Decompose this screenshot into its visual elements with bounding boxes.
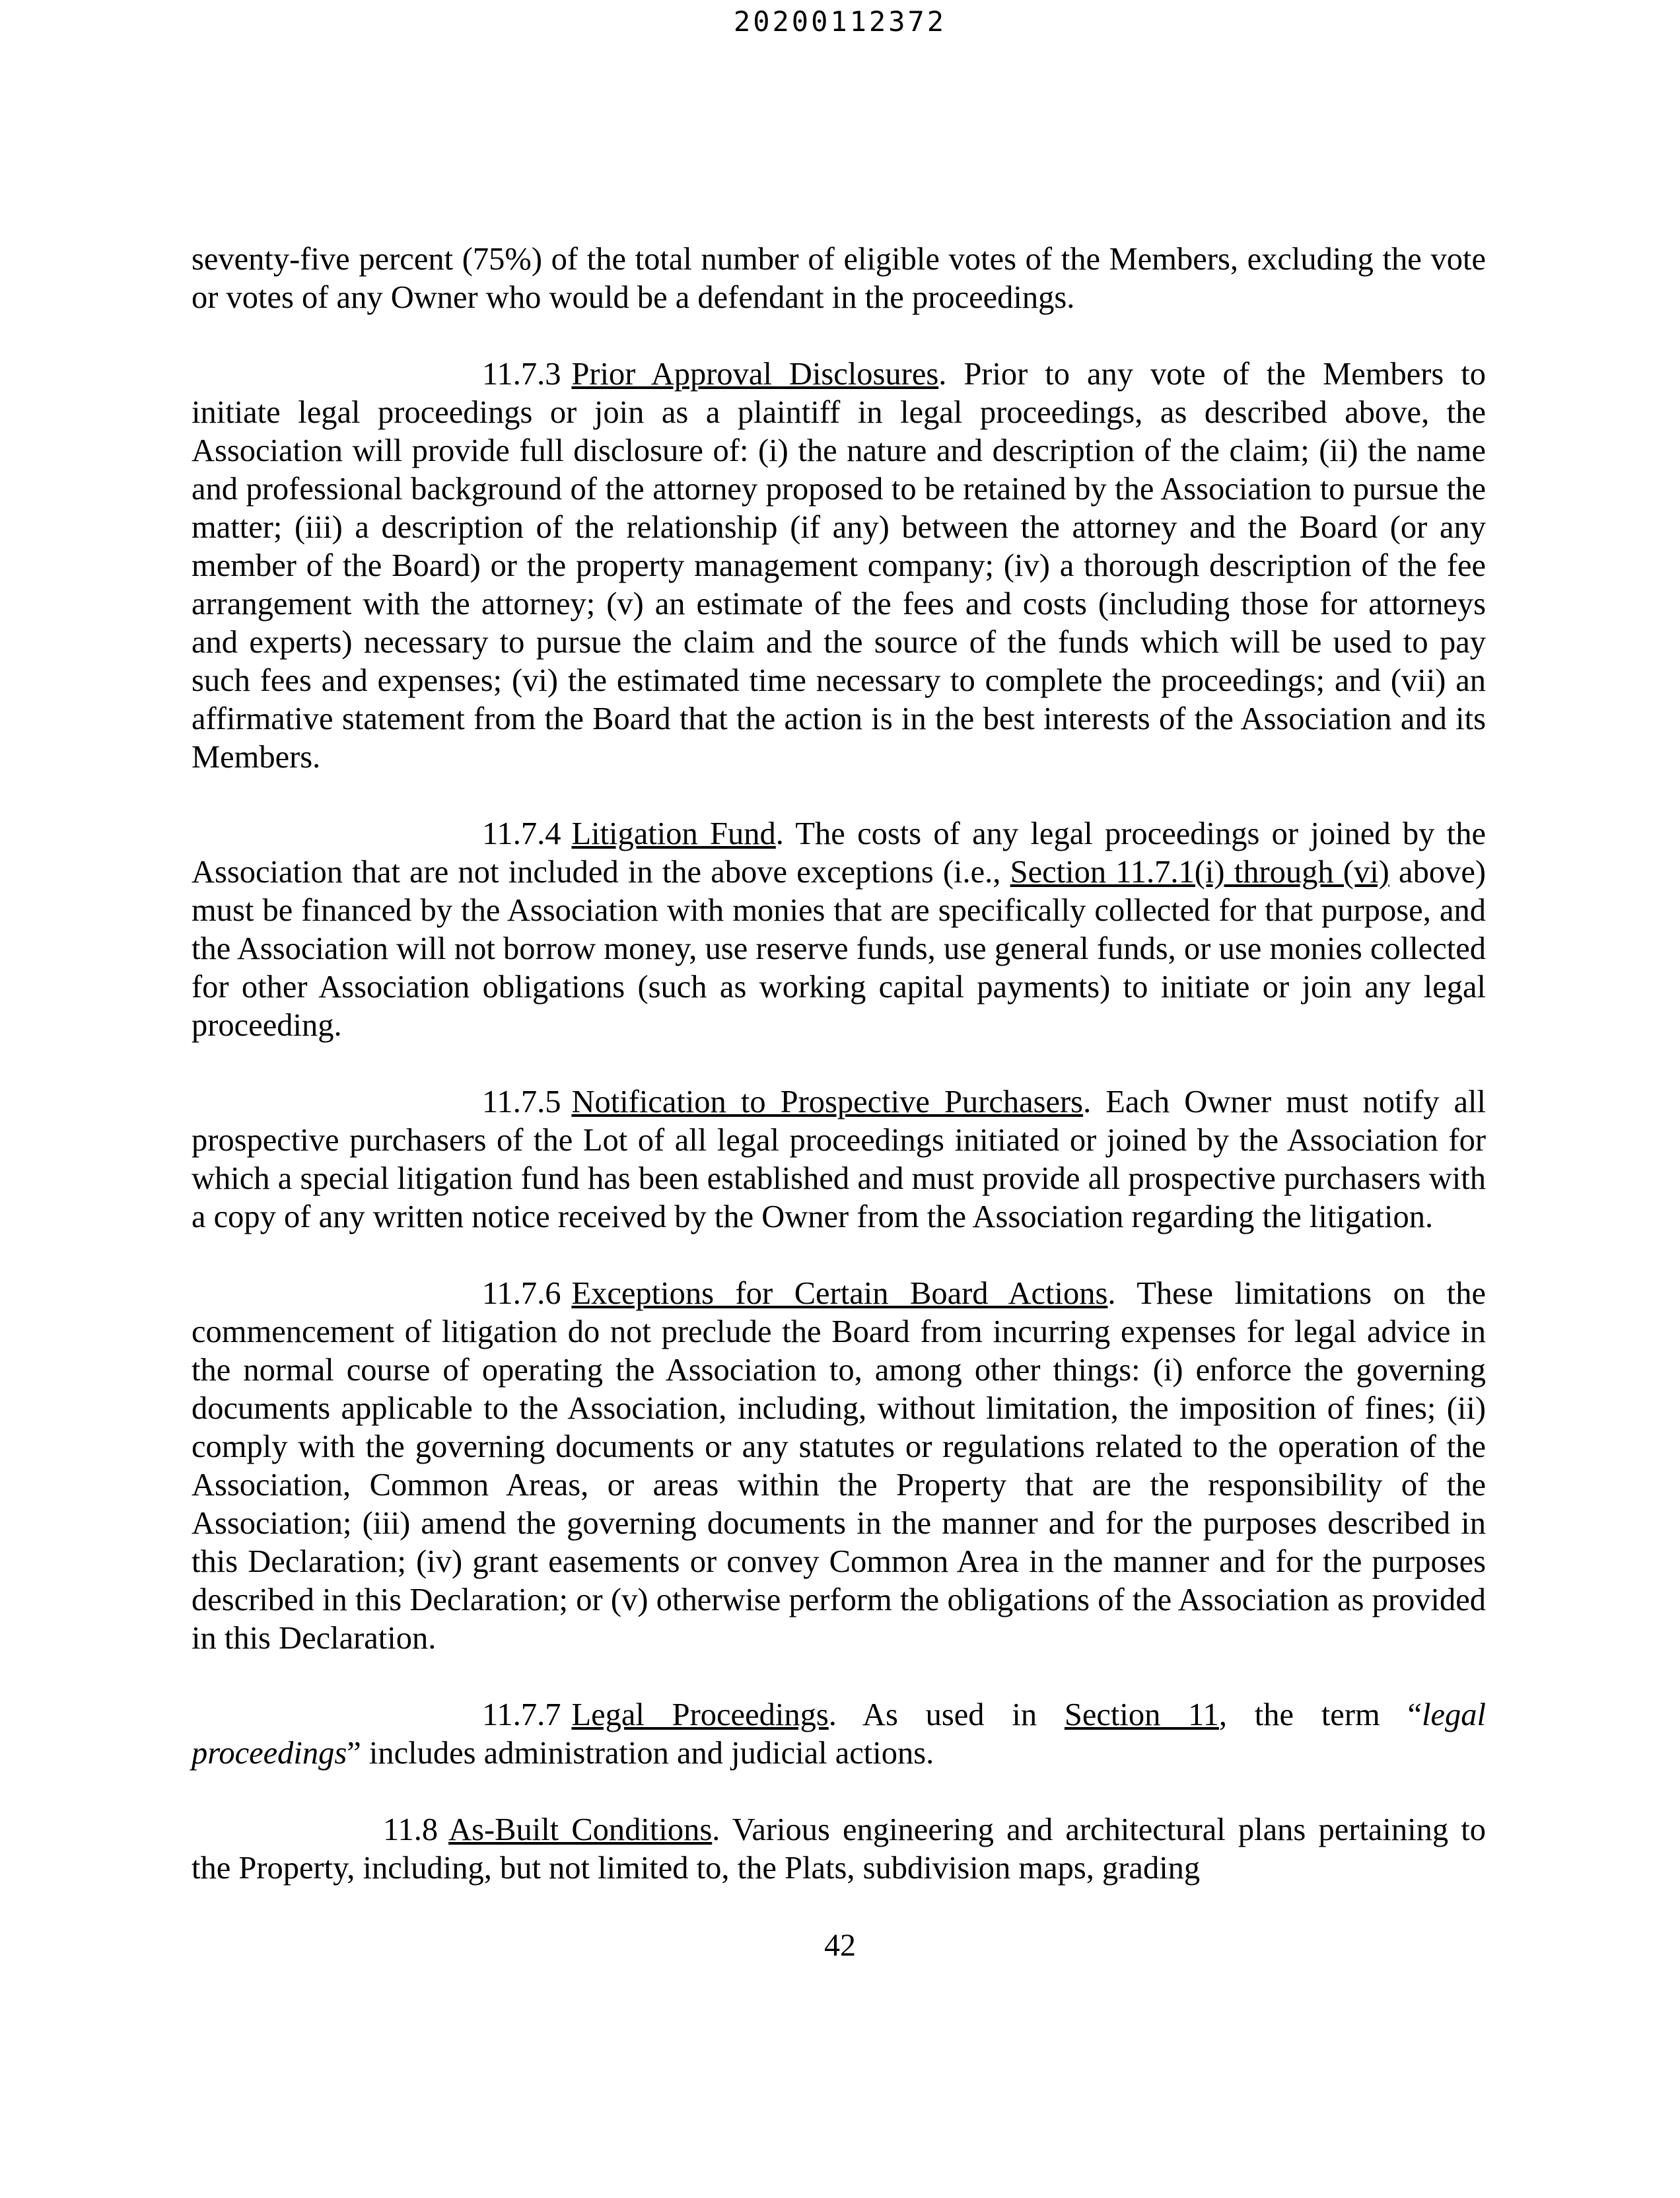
section-11-8 bbox=[192, 1811, 1486, 1888]
document-body bbox=[192, 240, 1486, 1926]
page-number: 42 bbox=[824, 1928, 856, 1963]
section-title: Litigation Fund bbox=[571, 816, 776, 851]
section-body: . Each Owner must notify all prospective purchasers of the Lot of all legal proceedings initiated or joined by the Association for which a special litigation fund has been established and must provide all prospective purchasers with a copy of any written notice received by the Owner from the Association regarding the litigation. bbox=[192, 1084, 1486, 1234]
section-body-end: ” includes administration and judicial actions. bbox=[347, 1736, 934, 1771]
section-body: . As used in bbox=[828, 1697, 1065, 1732]
section-number: 11.7.7 bbox=[482, 1697, 561, 1732]
section-number: 11.7.5 bbox=[482, 1084, 561, 1119]
section-11-7-7 bbox=[192, 1696, 1486, 1773]
section-body: . Various engineering and architectural plans pertaining to the Property, including, but not limited to, the Plats, subdivision maps, grading bbox=[192, 1812, 1486, 1886]
section-reference: Section 11.7.1(i) through (vi) bbox=[1010, 855, 1389, 890]
section-number: 11.7.6 bbox=[482, 1276, 561, 1311]
section-body-continued: , the term “ bbox=[1218, 1697, 1422, 1732]
section-number: 11.7.4 bbox=[482, 816, 561, 851]
section-title: Legal Proceedings bbox=[571, 1697, 829, 1732]
section-11-7-4 bbox=[192, 815, 1486, 1045]
section-reference: Section 11 bbox=[1064, 1697, 1219, 1732]
defined-term: legal proceedings bbox=[192, 1697, 1487, 1771]
section-title: Prior Approval Disclosures bbox=[571, 357, 939, 392]
section-11-7-3 bbox=[192, 355, 1486, 777]
section-number: 11.7.3 bbox=[482, 357, 561, 392]
section-title: Exceptions for Certain Board Actions bbox=[571, 1276, 1108, 1311]
section-body: . Prior to any vote of the Members to initiate legal proceedings or join as a plaintiff in legal proceedings, as described above, the Association will provide full disclosure of: (i) the nature and description of the claim; (ii) the name and professional background of the attorney proposed to be retained by the Association to pursue the matter; (iii) a description of the relationship (if any) between the attorney and the Board (or any member of the Board) or the property management company; (iv) a thorough description of the fee arrangement with the attorney; (v) an estimate of the fees and costs (including those for attorneys and experts) necessary to pursue the claim and the source of the funds which will be used to pay such fees and expenses; (vi) the estimated time necessary to complete the proceedings; and (vii) an affirmative statement from the Board that the action is in the best interests of the Association and its Members. bbox=[192, 357, 1486, 775]
section-title: Notification to Prospective Purchasers bbox=[571, 1084, 1084, 1119]
section-body-continued: above) must be financed by the Association with monies that are specifically collected for that purpose, and the Association will not borrow money, use reserve funds, use general funds, or use monies collected for other Association obligations (such as working capital payments) to initiate or join any legal proceeding. bbox=[192, 855, 1486, 1043]
section-11-7-5 bbox=[192, 1083, 1486, 1236]
document-number: 20200112372 bbox=[733, 5, 947, 38]
section-11-7-6 bbox=[192, 1275, 1486, 1658]
section-title: As-Built Conditions bbox=[448, 1812, 713, 1847]
section-body: . The costs of any legal proceedings or joined by the Association that are not included in the above exceptions (i.e., bbox=[192, 816, 1487, 890]
section-number: 11.8 bbox=[383, 1812, 438, 1847]
paragraph-continuation: seventy-five percent (75%) of the total number of eligible votes of the Members, excluding the vote or votes of any Owner who would be a defendant in the proceedings. bbox=[192, 242, 1486, 315]
section-body: . These limitations on the commencement of litigation do not preclude the Board from incurring expenses for legal advice in the normal course of operating the Association to, among other things: (i) enforce the governing documents applicable to the Association, including, without limitation, the imposition of fines; (ii) comply with the governing documents or any statutes or regulations related to the operation of the Association, Common Areas, or areas within the Property that are the responsibility of the Association; (iii) amend the governing documents in the manner and for the purposes described in this Declaration; (iv) grant easements or convey Common Area in the manner and for the purposes described in this Declaration; or (v) otherwise perform the obligations of the Association as provided in this Declaration. bbox=[192, 1276, 1486, 1656]
